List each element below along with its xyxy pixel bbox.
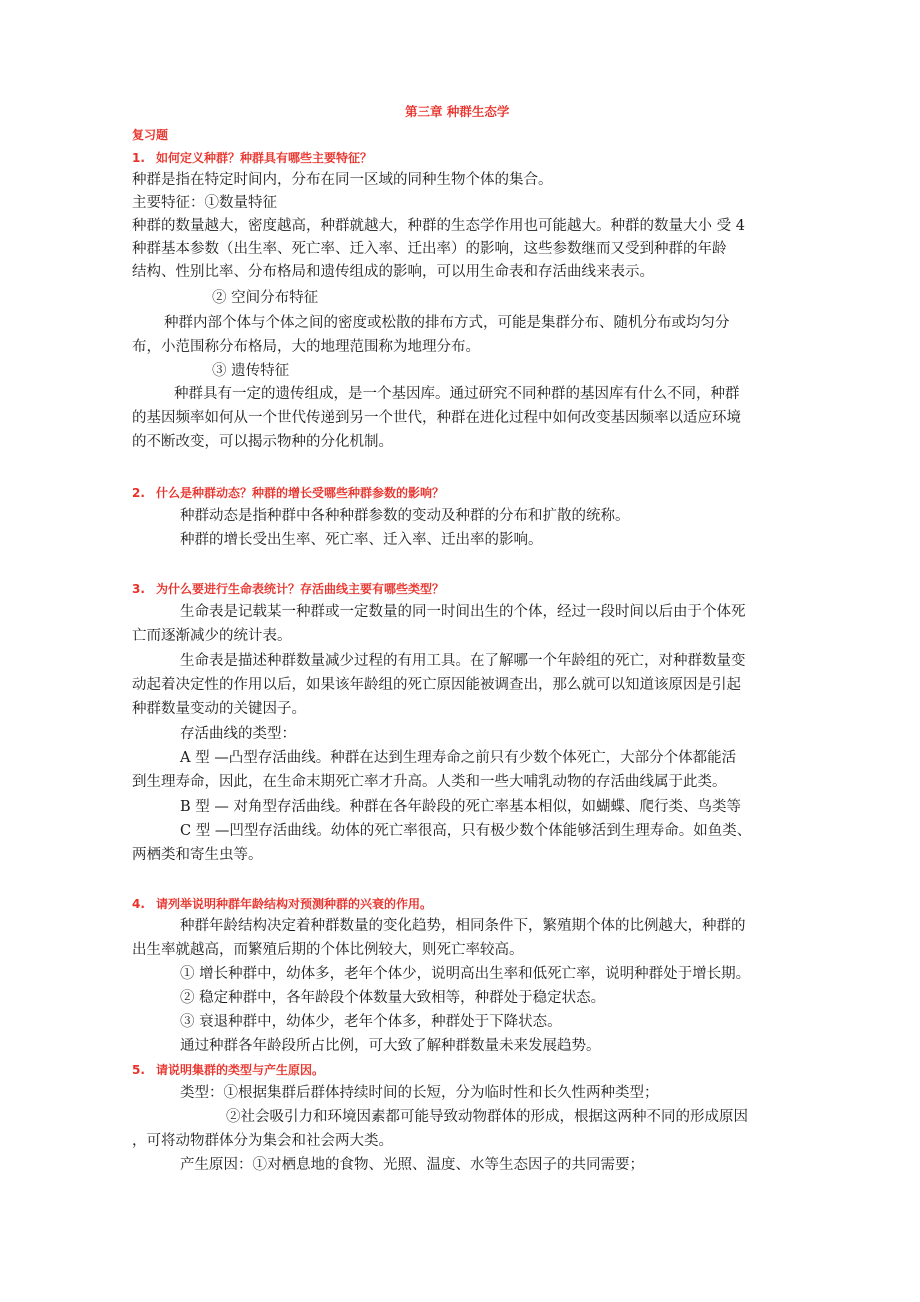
paragraph-line: 种群的增长受出生率、死亡率、迁入率、迁出率的影响。	[180, 532, 543, 548]
question-number: 5.	[132, 1063, 145, 1077]
question-heading	[132, 579, 444, 599]
list-item: ② 稳定种群中，各年龄段个体数量大致相等，种群处于稳定状态。	[180, 990, 606, 1006]
question-heading	[132, 1060, 324, 1080]
paragraph-line: 种群具有一定的遗传组成，是一个基因库。通过研究不同种群的基因库有什么不同，种群	[174, 386, 740, 402]
paragraph-line: 种群年龄结构决定着种群数量的变化趋势，相同条件下，繁殖期个体的比例越大，种群的	[180, 918, 746, 934]
paragraph-line: 亡而逐渐减少的统计表。	[132, 628, 292, 644]
paragraph-line: 种群是指在特定时间内，分布在同一区域的同种生物个体的集合。	[132, 172, 553, 188]
paragraph-line: ②社会吸引力和环境因素都可能导致动物群体的形成，根据这两种不同的形成原因	[226, 1109, 748, 1125]
paragraph-line: 种群内部个体与个体之间的密度或松散的排布方式，可能是集群分布、随机分布或均匀分	[164, 315, 730, 331]
paragraph-line: 到生理寿命，因此，在生命末期死亡率才升高。人类和一些大哺乳动物的存活曲线属于此类。	[132, 774, 727, 790]
question-heading	[132, 894, 432, 914]
question-text: 请说明集群的类型与产生原因。	[156, 1063, 325, 1077]
paragraph-line: 类型：①根据集群后群体持续时间的长短，分为临时性和长久性两种类型；	[180, 1085, 659, 1101]
paragraph-line: ，可将动物群体分为集会和社会两大类。	[132, 1133, 393, 1149]
question-text: 如何定义种群？种群具有哪些主要特征？	[156, 151, 373, 165]
subheading: ② 空间分布特征	[212, 290, 319, 306]
question-number: 1.	[132, 151, 145, 165]
list-item: ③ 衰退种群中，幼体少，老年个体多，种群处于下降状态。	[180, 1014, 562, 1030]
paragraph-line: 种群动态是指种群中各种种群参数的变动及种群的分布和扩散的统称。	[180, 508, 630, 524]
chapter-title: 第三章 种群生态学	[405, 104, 510, 119]
paragraph-line: 种群基本参数（出生率、死亡率、迁入率、迁出率）的影响，这些参数继而又受到种群的年龄	[132, 241, 727, 257]
paragraph-line: 种群的数量越大，密度越高，种群就越大，种群的生态学作用也可能越大。种群的数量大小 受 4	[132, 218, 745, 234]
question-text: 请列举说明种群年龄结构对预测种群的兴衰的作用。	[156, 897, 433, 911]
paragraph-line: 出生率就越高，而繁殖后期的个体比例较大，则死亡率较高。	[132, 942, 524, 958]
question-text: 什么是种群动态？种群的增长受哪些种群参数的影响？	[156, 486, 445, 500]
question-number: 2.	[132, 486, 145, 500]
paragraph-line: 通过种群各年龄段所占比例，可大致了解种群数量未来发展趋势。	[180, 1038, 601, 1054]
paragraph-line: 布，小范围称分布格局，大的地理范围称为地理分布。	[132, 339, 480, 355]
paragraph-line: 的基因频率如何从一个世代传递到另一个世代，种群在进化过程中如何改变基因频率以适应环境	[132, 410, 741, 426]
list-item: ① 增长种群中，幼体多，老年个体少，说明高出生率和低死亡率，说明种群处于增长期。	[180, 966, 751, 982]
paragraph-line: 的不断改变，可以揭示物种的分化机制。	[132, 434, 393, 450]
paragraph-line: 主要特征：①数量特征	[132, 195, 277, 211]
question-number: 3.	[132, 582, 145, 596]
subheading: ③ 遗传特征	[212, 363, 290, 379]
paragraph-line: 动起着决定性的作用以后，如果该年龄组的死亡原因能被调查出，那么就可以知道该原因是引起	[132, 677, 741, 693]
paragraph-line: 生命表是描述种群数量减少过程的有用工具。在了解哪一个年龄组的死亡，对种群数量变	[180, 653, 746, 669]
paragraph-line: 产生原因：①对栖息地的食物、光照、温度、水等生态因子的共同需要；	[180, 1157, 644, 1173]
paragraph-line: 存活曲线的类型：	[180, 726, 296, 742]
paragraph-line: B 型 — 对角型存活曲线。种群在各年龄段的死亡率基本相似，如蝴蝶、爬行类、鸟类等	[180, 799, 741, 815]
paragraph-line: 结构、性别比率、分布格局和遗传组成的影响，可以用生命表和存活曲线来表示。	[132, 264, 654, 280]
question-heading	[132, 148, 372, 168]
paragraph-line: 两栖类和寄生虫等。	[132, 847, 263, 863]
section-label: 复习题	[132, 128, 169, 142]
question-heading	[132, 483, 444, 503]
question-number: 4.	[132, 897, 145, 911]
question-text: 为什么要进行生命表统计？存活曲线主要有哪些类型？	[156, 582, 445, 596]
paragraph-line: 种群数量变动的关键因子。	[132, 701, 306, 717]
paragraph-line: C 型 —凹型存活曲线。幼体的死亡率很高，只有极少数个体能够活到生理寿命。如鱼类、	[180, 823, 752, 839]
paragraph-line: A 型 —凸型存活曲线。种群在达到生理寿命之前只有少数个体死亡，大部分个体都能活	[180, 750, 737, 766]
paragraph-line: 生命表是记载某一种群或一定数量的同一时间出生的个体，经过一段时间以后由于个体死	[180, 604, 746, 620]
